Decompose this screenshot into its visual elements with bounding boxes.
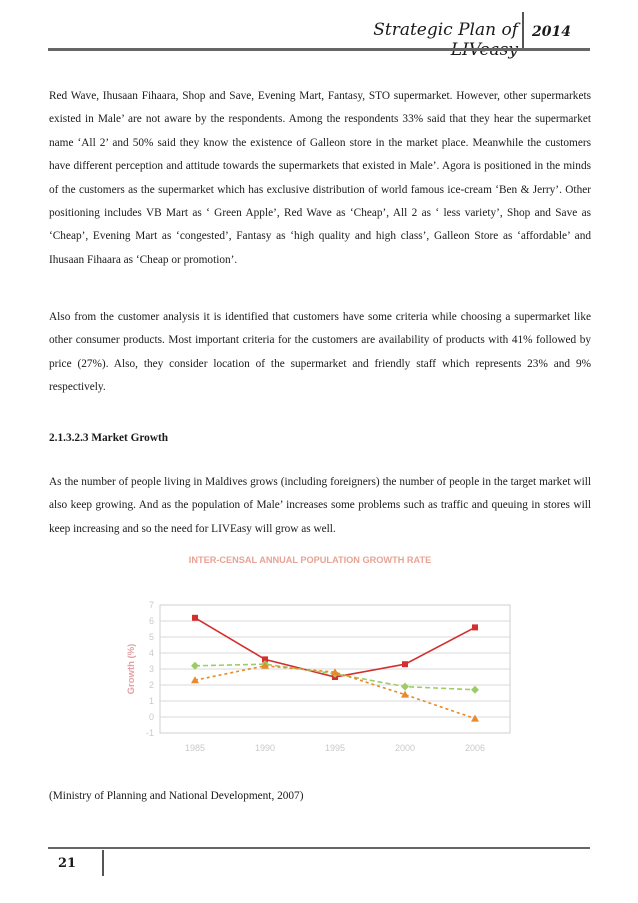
footer-divider bbox=[102, 850, 104, 876]
x-tick-label: 1995 bbox=[324, 743, 346, 753]
y-tick-label: 4 bbox=[148, 648, 154, 658]
y-tick-label: 6 bbox=[148, 616, 154, 626]
y-tick-label: 5 bbox=[148, 632, 154, 642]
data-point bbox=[402, 661, 408, 667]
data-point bbox=[192, 615, 198, 621]
x-tick-label: 2000 bbox=[394, 743, 416, 753]
y-tick-label: -1 bbox=[145, 728, 154, 738]
body-paragraph-2: Also from the customer analysis it is identified that customers have some criteria while choosing a supermarket like other consumer products. Most important criteria for the customers are availability of products with 41% followed by price (27%). Also, they consider location of the supermarket and friendly staff which represents 23% and 9% respectively. bbox=[49, 311, 591, 394]
population-growth-chart bbox=[120, 547, 520, 757]
data-point bbox=[472, 624, 478, 630]
header-rule bbox=[48, 48, 590, 51]
footer-rule bbox=[48, 847, 590, 849]
y-axis-label: Growth (%) bbox=[126, 643, 137, 695]
header-divider bbox=[522, 12, 524, 48]
y-tick-label: 3 bbox=[148, 664, 154, 674]
page-number: 21 bbox=[58, 856, 77, 871]
citation: (Ministry of Planning and National Development, 2007) bbox=[49, 790, 304, 802]
x-tick-label: 2006 bbox=[464, 743, 486, 753]
x-tick-label: 1985 bbox=[184, 743, 206, 753]
y-tick-label: 2 bbox=[148, 680, 154, 690]
y-tick-label: 1 bbox=[148, 696, 154, 706]
header-year: 2014 bbox=[532, 24, 571, 40]
header-title: Strategic Plan of bbox=[373, 20, 518, 40]
body-paragraph-1: Red Wave, Ihusaan Fihaara, Shop and Save, Evening Mart, Fantasy, STO supermarket. However, other supermarkets existed in Male’ are not aware by the respondents. Among the respondents 33% said that they hear the supermarket name ‘All 2’ and 50% said they know the existence of Galleon store in the market place. Meanwhile the customers have different perception and attitude towards the supermarkets that existed in Male’. Agora is positioned in the minds of the customers as the supermarket which has exclusive distribution of world famous ice-cream ‘Ben & Jerry’. Other positioning includes VB Mart as ‘ Green Apple’, Red Wave as ‘Cheap’, All 2 as ‘ less variety’, Shop and Save as ‘Cheap’, Evening Mart as ‘congested’, Fantasy as ‘high quality and high class’, Galleon Store as ‘affordable’ and Ihusaan Fihaara as ‘Cheap or promotion’. bbox=[49, 90, 591, 266]
section-heading: 2.1.3.2.3 Market Growth bbox=[49, 432, 169, 444]
y-tick-label: 0 bbox=[148, 712, 154, 722]
x-tick-label: 1990 bbox=[254, 743, 276, 753]
chart-title: INTER-CENSAL ANNUAL POPULATION GROWTH RATE bbox=[188, 555, 432, 565]
y-tick-label: 7 bbox=[148, 600, 154, 610]
body-paragraph-3: As the number of people living in Maldives grows (including foreigners) the number of people in the target market will also keep growing. And as the population of Male’ increases some problems such as traffic and queuing in stores will keep increasing and so the need for LIVEasy will grow as well. bbox=[49, 476, 591, 535]
